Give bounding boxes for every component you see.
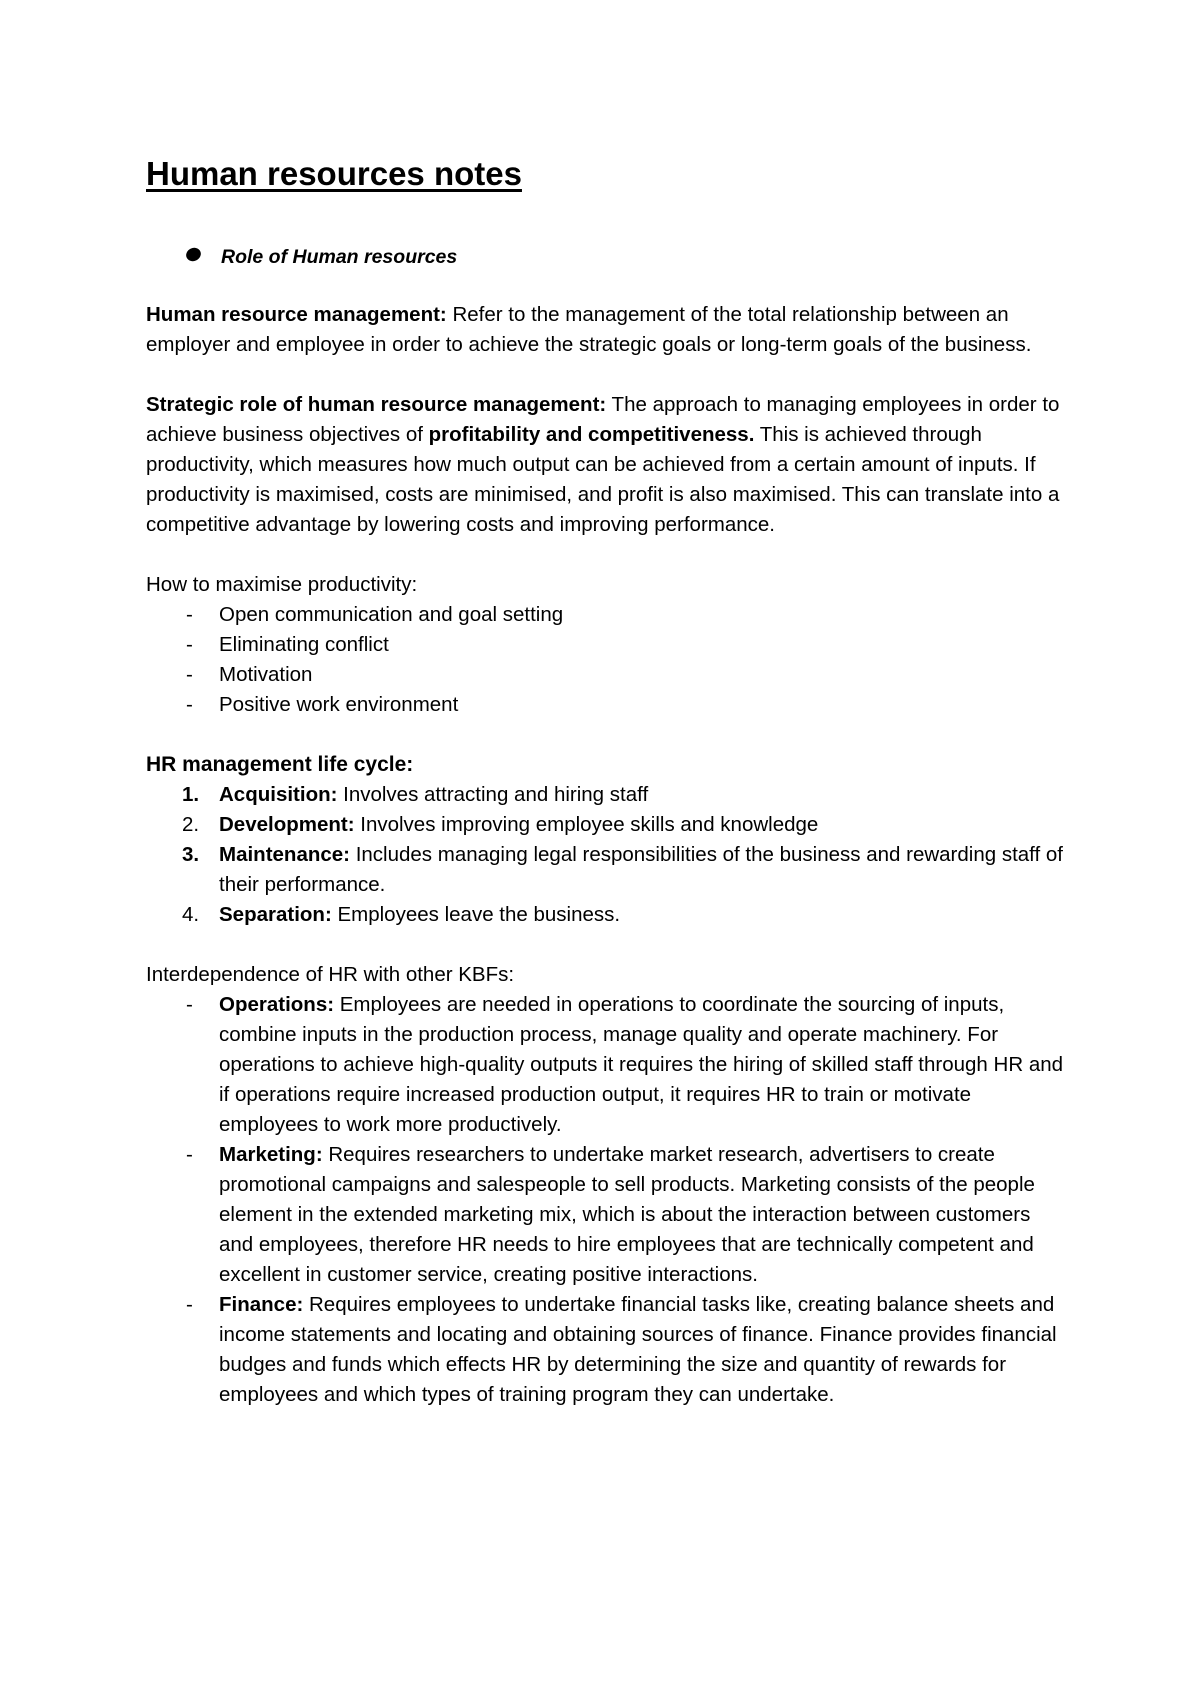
lifecycle-heading: HR management life cycle: bbox=[146, 753, 414, 776]
list-item: - Finance: Requires employees to undertake financial tasks like, creating balance sheets and income statements and locating and obtaining sources of finance. Finance provides financial budges and funds which effects HR by determining the size and quantity of rewards for employees and which types of training program they can undertake. bbox=[186, 1293, 1057, 1406]
strategic-term: Strategic role of human resource management: bbox=[146, 393, 607, 416]
section-bullet-label: Role of Human resources bbox=[221, 246, 458, 268]
list-item bbox=[146, 840, 1070, 900]
list-item bbox=[146, 900, 1070, 930]
list-term: Operations: bbox=[219, 993, 335, 1016]
interdependence-list bbox=[146, 990, 1070, 1410]
strategic-text-2: This is achieved through productivity, which measures how much output can be achieved from a certain amount of inputs. If productivity is maximised, costs are minimised, and profit is also maximised. This can translate into a competitive advantage by lowering costs and improving performance. bbox=[146, 423, 1060, 536]
list-item-text: Positive work environment bbox=[219, 693, 459, 716]
section-bullet bbox=[186, 242, 1070, 272]
list-item: - Operations: Employees are needed in operations to coordinate the sourcing of inputs, combine inputs in the production process, manage quality and operate machinery. For operations to achieve high-quality outputs it requires the hiring of skilled staff through HR and if operations require increased production output, it requires HR to train or motivate employees to work more productively. bbox=[186, 993, 1064, 1136]
list-item-text: Employees leave the business. bbox=[331, 903, 621, 926]
list-item: - Marketing: Requires researchers to undertake market research, advertisers to create promotional campaigns and salespeople to sell products. Marketing consists of the people element in the extended marketing mix, which is about the interaction between customers and employees, therefore HR needs to hire employees that are technically competent and excellent in customer service, creating positive interactions. bbox=[186, 1143, 1035, 1286]
interdependence-label: Interdependence of HR with other KBFs: bbox=[146, 963, 515, 986]
list-item-text: Includes managing legal responsibilities of the business and rewarding staff of their performance. bbox=[219, 843, 1063, 896]
list-term: Acquisition: bbox=[219, 783, 338, 806]
list-item: - Open communication and goal setting bbox=[186, 603, 564, 626]
list-term: Finance: bbox=[219, 1293, 304, 1316]
list-item-text: Motivation bbox=[219, 663, 313, 686]
list-item-text: Involves improving employee skills and knowledge bbox=[354, 813, 819, 836]
list-term: Development: bbox=[219, 813, 355, 836]
list-item-text: Requires employees to undertake financial tasks like, creating balance sheets and income statements and locating and obtaining sources of finance. Finance provides financial budges and funds which effects HR by determining the size and quantity of rewards for employees and which types of training program they can undertake. bbox=[219, 1293, 1057, 1406]
list-number: 4. bbox=[182, 903, 200, 926]
strategic-text-1: The approach to managing employees in order to achieve business objectives of bbox=[146, 393, 1060, 446]
list-term: Separation: bbox=[219, 903, 332, 926]
productivity-list bbox=[146, 600, 1070, 720]
productivity-label: How to maximise productivity: bbox=[146, 573, 418, 596]
hrm-term: Human resource management: bbox=[146, 303, 447, 326]
list-term: Marketing: bbox=[219, 1143, 323, 1166]
bullet-dot-icon bbox=[184, 245, 203, 263]
list-item-text: Involves attracting and hiring staff bbox=[337, 783, 649, 806]
strategic-paragraph bbox=[146, 390, 1070, 540]
list-item bbox=[146, 810, 1070, 840]
page-title: Human resources notes bbox=[146, 155, 522, 192]
list-item: - Positive work environment bbox=[186, 693, 459, 716]
lifecycle-list bbox=[146, 780, 1070, 930]
list-number: 3. bbox=[182, 843, 200, 866]
hrm-paragraph bbox=[146, 300, 1070, 360]
list-number: 2. bbox=[182, 813, 200, 836]
list-term: Maintenance: bbox=[219, 843, 350, 866]
strategic-bold: profitability and competitiveness. bbox=[428, 423, 755, 446]
list-item: - Eliminating conflict bbox=[186, 633, 389, 656]
list-item-text: Employees are needed in operations to coordinate the sourcing of inputs, combine inputs in the production process, manage quality and operate machinery. For operations to achieve high-quality outputs it requires the hiring of skilled staff through HR and if operations require increased production output, it requires HR to train or motivate employees to work more productively. bbox=[219, 993, 1064, 1136]
hrm-text: Refer to the management of the total relationship between an employer and employee in order to achieve the strategic goals or long-term goals of the business. bbox=[146, 303, 1032, 356]
list-number: 1. bbox=[182, 783, 200, 806]
list-item-text: Open communication and goal setting bbox=[219, 603, 564, 626]
list-item-text: Eliminating conflict bbox=[219, 633, 389, 656]
list-item bbox=[146, 780, 1070, 810]
list-item: - Motivation bbox=[186, 663, 313, 686]
list-item-text: Requires researchers to undertake market research, advertisers to create promotional campaigns and salespeople to sell products. Marketing consists of the people element in the extended marketing mix, which is about the interaction between customers and employees, therefore HR needs to hire employees that are technically competent and excellent in customer service, creating positive interactions. bbox=[219, 1143, 1035, 1286]
